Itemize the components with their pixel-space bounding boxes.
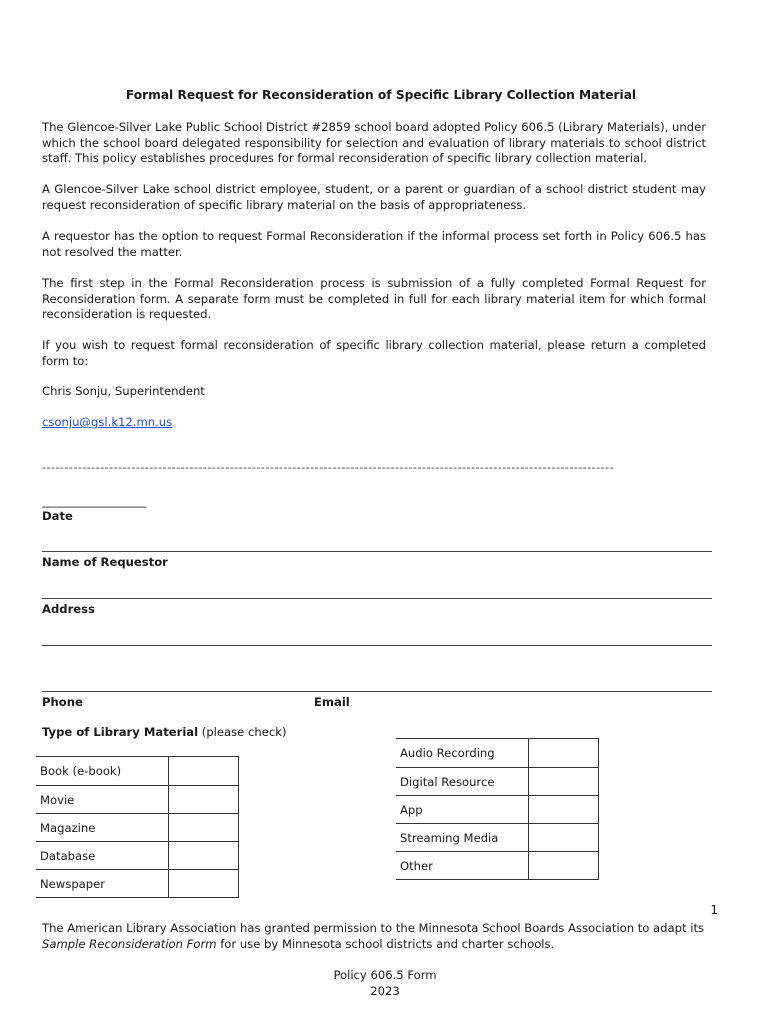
contact-name: Chris Sonju, Superintendent [42,384,205,398]
option-label: Other [396,852,529,880]
address-underline[interactable] [42,598,712,599]
requestor-label: Name of Requestor [42,555,168,569]
contact-email-link[interactable]: csonju@gsl.k12.mn.us [42,415,173,429]
intro-paragraph: The Glencoe-Silver Lake Public School District #2859 school board adopted Policy 606.5 (Library Materials), under which the school board delegated responsibility for selection and evaluation of library materials to school district staff. This policy establishes procedures for formal reconsideration of specific library collection material. [42,120,706,166]
option-paragraph: A requestor has the option to request Formal Reconsideration if the informal process set forth in Policy 606.5 has not resolved the matter. [42,229,706,259]
option-checkbox-app[interactable] [529,796,599,824]
permission-line-1: The American Library Association has granted permission to the Minnesota School Boards Association to adapt its [42,921,705,935]
option-checkbox-database[interactable] [169,842,239,870]
ala-permission-note [42,920,722,952]
checklist-row [396,824,599,852]
option-label: Newspaper [36,870,169,898]
address-line2-underline[interactable] [42,645,712,646]
checklist-row [36,814,239,842]
option-label: Database [36,842,169,870]
option-label: App [396,796,529,824]
first-step-paragraph: The first step in the Formal Reconsideration process is submission of a fully completed Formal Request for Reconsideration form. A separate form must be completed in full for each library material item for which formal reconsideration is requested. [42,276,706,322]
checklist-row [396,768,599,796]
policy-year: 2023 [370,984,400,998]
material-checklist-left [36,756,239,898]
option-checkbox-book[interactable] [169,757,239,786]
policy-footer [0,967,770,999]
sample-form-title: Sample Reconsideration Form [42,937,217,951]
page-title: Formal Request for Reconsideration of Specific Library Collection Material [125,88,637,102]
checklist-row [396,796,599,824]
email-label: Email [314,695,350,709]
option-label: Digital Resource [396,768,529,796]
return-instructions-paragraph: If you wish to request formal reconsideration of specific library collection material, please return a completed form to: [42,338,706,368]
option-checkbox-other[interactable] [529,852,599,880]
eligibility-paragraph: A Glencoe-Silver Lake school district employee, student, or a parent or guardian of a school district student may request reconsideration of specific library material on the basis of appropriateness. [42,182,706,212]
option-label: Movie [36,786,169,814]
material-type-label [42,725,286,739]
option-checkbox-digital-resource[interactable] [529,768,599,796]
option-checkbox-magazine[interactable] [169,814,239,842]
page-number: 1 [710,903,718,917]
checklist-row [36,842,239,870]
option-label: Book (e-book) [36,757,169,786]
checklist-row [396,852,599,880]
option-checkbox-newspaper[interactable] [169,870,239,898]
phone-email-underline[interactable] [42,691,712,692]
cut-line-separator: -------------------------------------------------------------------------------------------------------------------------------- [42,461,615,474]
option-label: Magazine [36,814,169,842]
material-type-heading: Type of Library Material [42,725,199,739]
requestor-underline[interactable] [42,551,712,552]
address-label: Address [42,602,95,616]
option-label: Audio Recording [396,739,529,768]
policy-form-label: Policy 606.5 Form [333,968,437,982]
option-checkbox-audio-recording[interactable] [529,739,599,768]
option-checkbox-movie[interactable] [169,786,239,814]
material-checklist-right [396,738,599,880]
phone-label: Phone [42,695,83,709]
checklist-row [36,870,239,898]
checklist-row [396,739,599,768]
option-label: Streaming Media [396,824,529,852]
option-checkbox-streaming-media[interactable] [529,824,599,852]
date-label: Date [42,509,73,523]
permission-line-2 [42,936,722,952]
material-type-hint: (please check) [201,725,287,739]
checklist-row [36,786,239,814]
date-blank: __________________ [42,494,147,508]
permission-line-2-rest: for use by Minnesota school districts and charter schools. [216,937,555,951]
checklist-row [36,757,239,786]
